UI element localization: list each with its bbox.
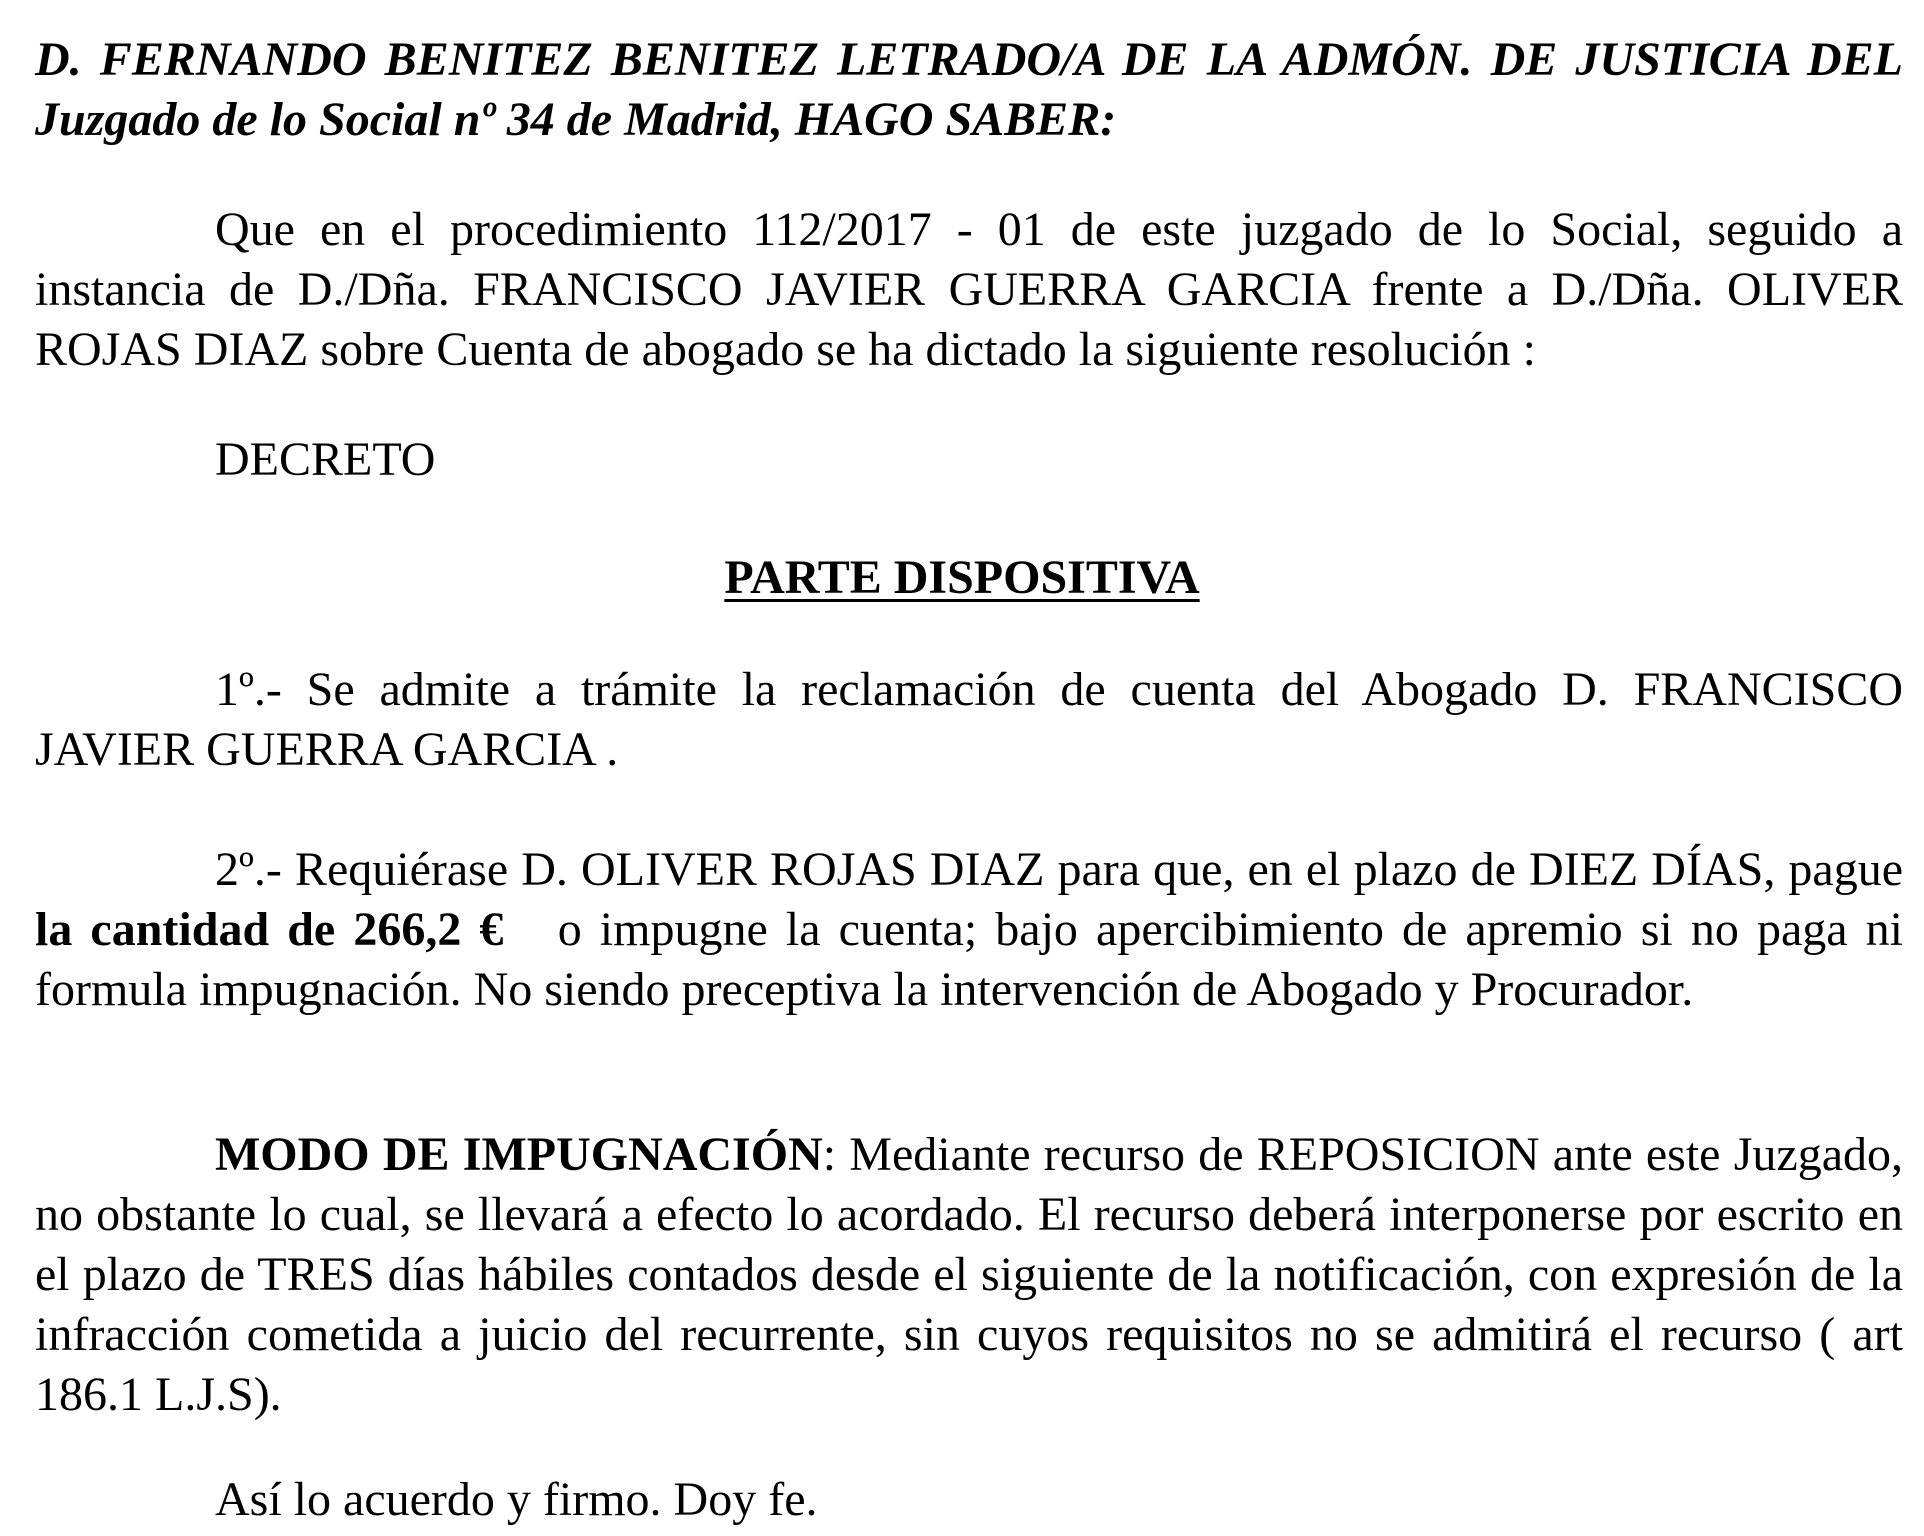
- section-title: PARTE DISPOSITIVA: [724, 551, 1200, 604]
- amount-text: la cantidad de 266,2 €: [35, 903, 504, 956]
- decreto-label: DECRETO: [215, 433, 436, 486]
- item-1-paragraph: 1º.- Se admite a trámite la reclamación de cuenta del Abogado D. FRANCISCO JAVIER GUERRA GARCIA .: [35, 663, 1903, 776]
- impugnacion-label: MODO DE IMPUGNACIÓN: [215, 1128, 823, 1181]
- item-2-text-after: o impugne la cuenta; bajo apercibimiento de apremio si no paga ni formula impugnación. No siendo preceptiva la intervención de Abogado y Procurador.: [35, 903, 1915, 1016]
- closing-line: Así lo acuerdo y firmo. Doy fe.: [215, 1473, 818, 1526]
- item-2-text-before: 2º.- Requiérase D. OLIVER ROJAS DIAZ para que, en el plazo de DIEZ DÍAS, pague: [215, 843, 1903, 896]
- document-heading: D. FERNANDO BENITEZ BENITEZ LETRADO/A DE LA ADMÓN. DE JUSTICIA DEL Juzgado de lo Social nº 34 de Madrid, HAGO SABER:: [35, 33, 1903, 146]
- impugnacion-paragraph: [35, 1125, 1903, 1425]
- impugnacion-text: : Mediante recurso de REPOSICION ante este Juzgado, no obstante lo cual, se llevará a efecto lo acordado. El recurso deberá interponerse por escrito en el plazo de TRES días hábiles contados desde el siguiente de la notificación, con expresión de la infracción cometida a juicio del recurrente, sin cuyos requisitos no se admitirá el recurso ( art 186.1 L.J.S).: [35, 1128, 1903, 1421]
- item-2-paragraph: [35, 840, 1915, 1020]
- intro-paragraph: Que en el procedimiento 112/2017 - 01 de este juzgado de lo Social, seguido a instancia de D./Dña. FRANCISCO JAVIER GUERRA GARCIA frente a D./Dña. OLIVER ROJAS DIAZ sobre Cuenta de abogado se ha dictado la siguiente resolución :: [35, 203, 1903, 376]
